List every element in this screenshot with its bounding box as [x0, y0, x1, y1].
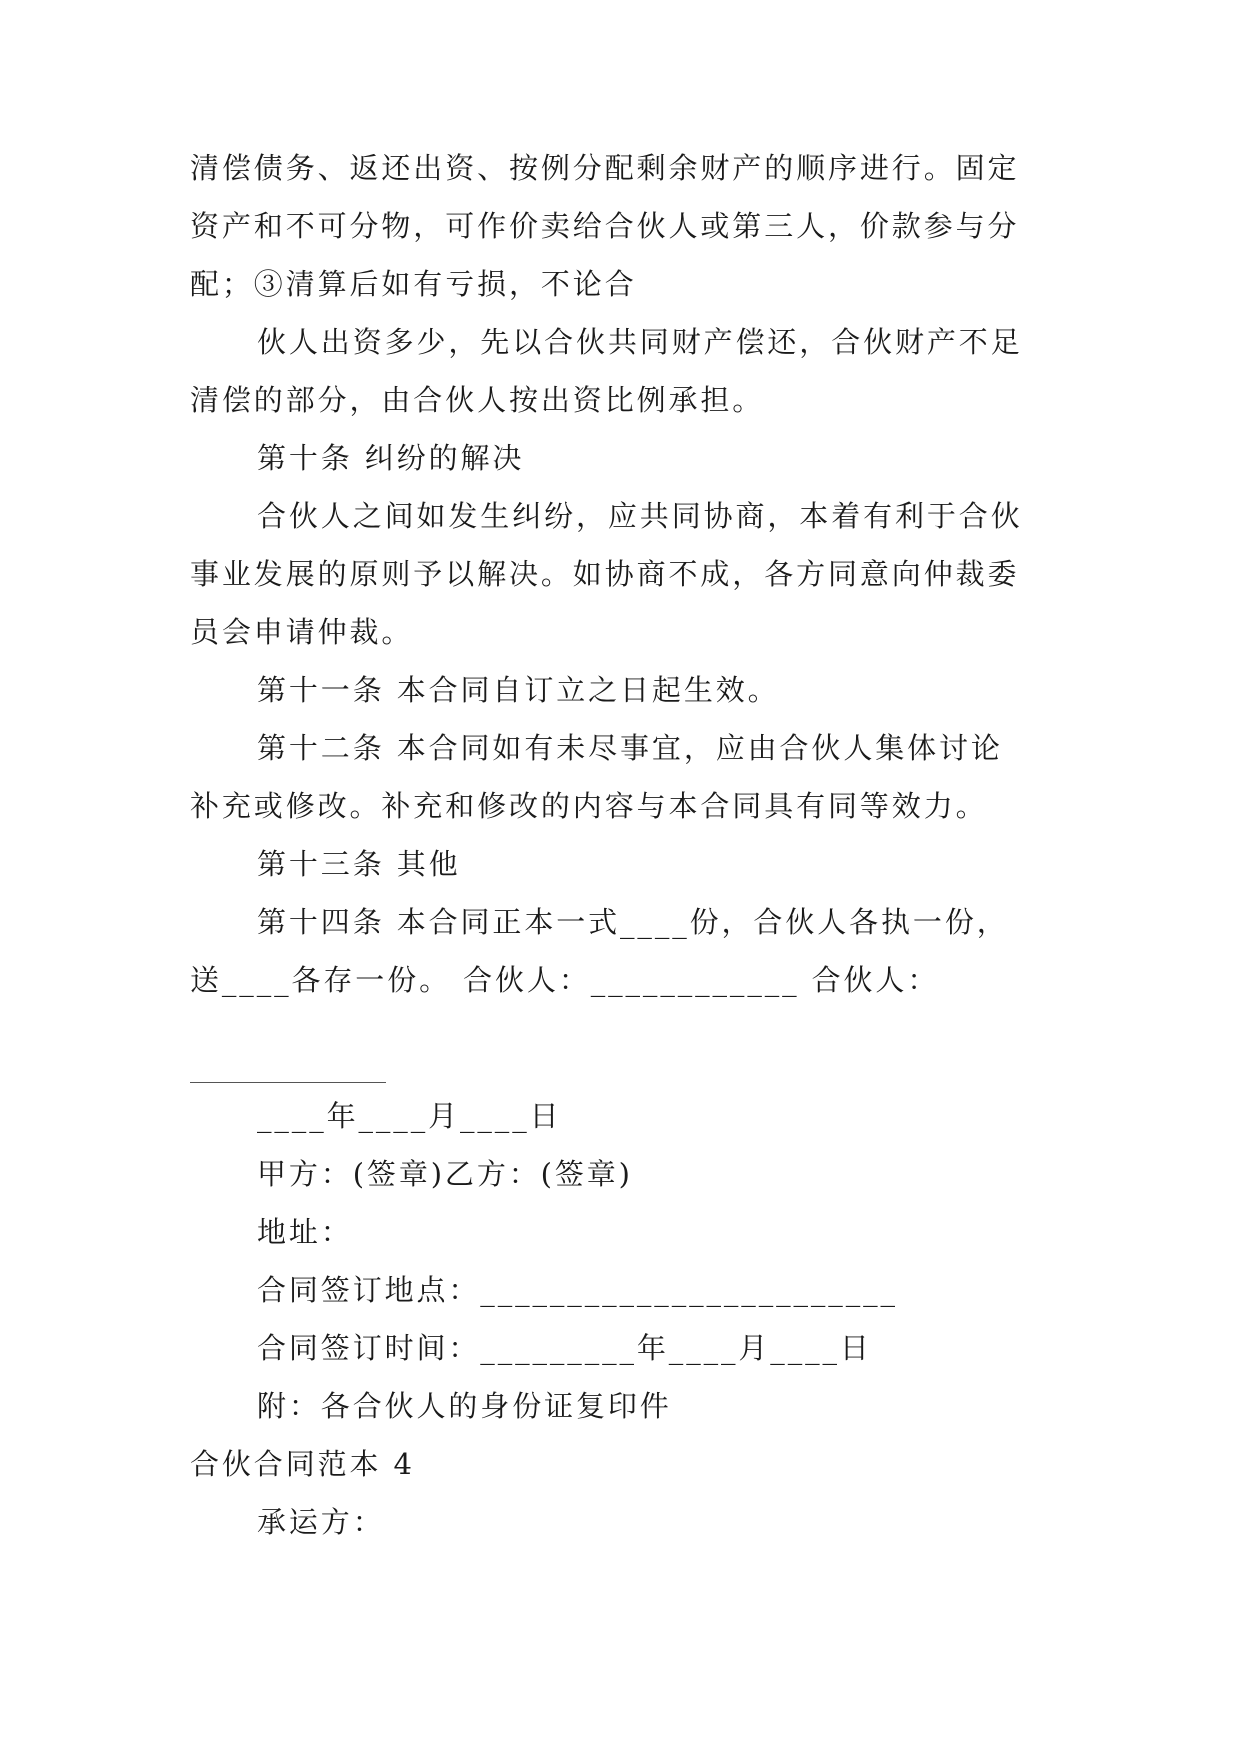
article-heading: 第十二条 本合同如有未尽事宜，应由合伙人集体讨论: [257, 731, 1003, 765]
text-line: 合伙人之间如发生纠纷，应共同协商，本着有利于合伙: [257, 499, 1023, 533]
section-title: 合伙合同范本 4: [190, 1447, 415, 1481]
article-heading: 第十一条 本合同自订立之日起生效。: [257, 673, 780, 707]
address-line: 地址：: [257, 1215, 353, 1249]
text-line: 资产和不可分物，可作价卖给合伙人或第三人，价款参与分: [190, 209, 1020, 243]
date-line: ____年____月____日: [257, 1099, 562, 1133]
carrier-line: 承运方：: [257, 1505, 385, 1539]
text-line: 伙人出资多少，先以合伙共同财产偿还，合伙财产不足: [257, 325, 1023, 359]
text-line: 补充或修改。补充和修改的内容与本合同具有同等效力。: [190, 789, 988, 823]
attachment-line: 附：各合伙人的身份证复印件: [257, 1389, 672, 1423]
article-heading: 第十四条 本合同正本一式____份，合伙人各执一份，: [257, 905, 1009, 939]
text-line: 员会申请仲裁。: [190, 615, 414, 649]
article-heading: 第十条 纠纷的解决: [257, 441, 525, 475]
signature-blank: [190, 1082, 386, 1083]
text-line: 清偿债务、返还出资、按例分配剩余财产的顺序进行。固定: [190, 151, 1020, 185]
text-line: 配；③清算后如有亏损，不论合: [190, 267, 637, 301]
signing-place-line: 合同签订地点：________________________: [257, 1273, 898, 1307]
article-heading: 第十三条 其他: [257, 847, 461, 881]
signature-line: 送____各存一份。 合伙人：____________ 合伙人：: [190, 963, 940, 997]
text-line: 事业发展的原则予以解决。如协商不成，各方同意向仲裁委: [190, 557, 1020, 591]
signing-time-line: 合同签订时间：_________年____月____日: [257, 1331, 872, 1365]
party-signature-line: 甲方：(签章)乙方：(签章): [257, 1157, 633, 1191]
text-line: 清偿的部分，由合伙人按出资比例承担。: [190, 383, 765, 417]
